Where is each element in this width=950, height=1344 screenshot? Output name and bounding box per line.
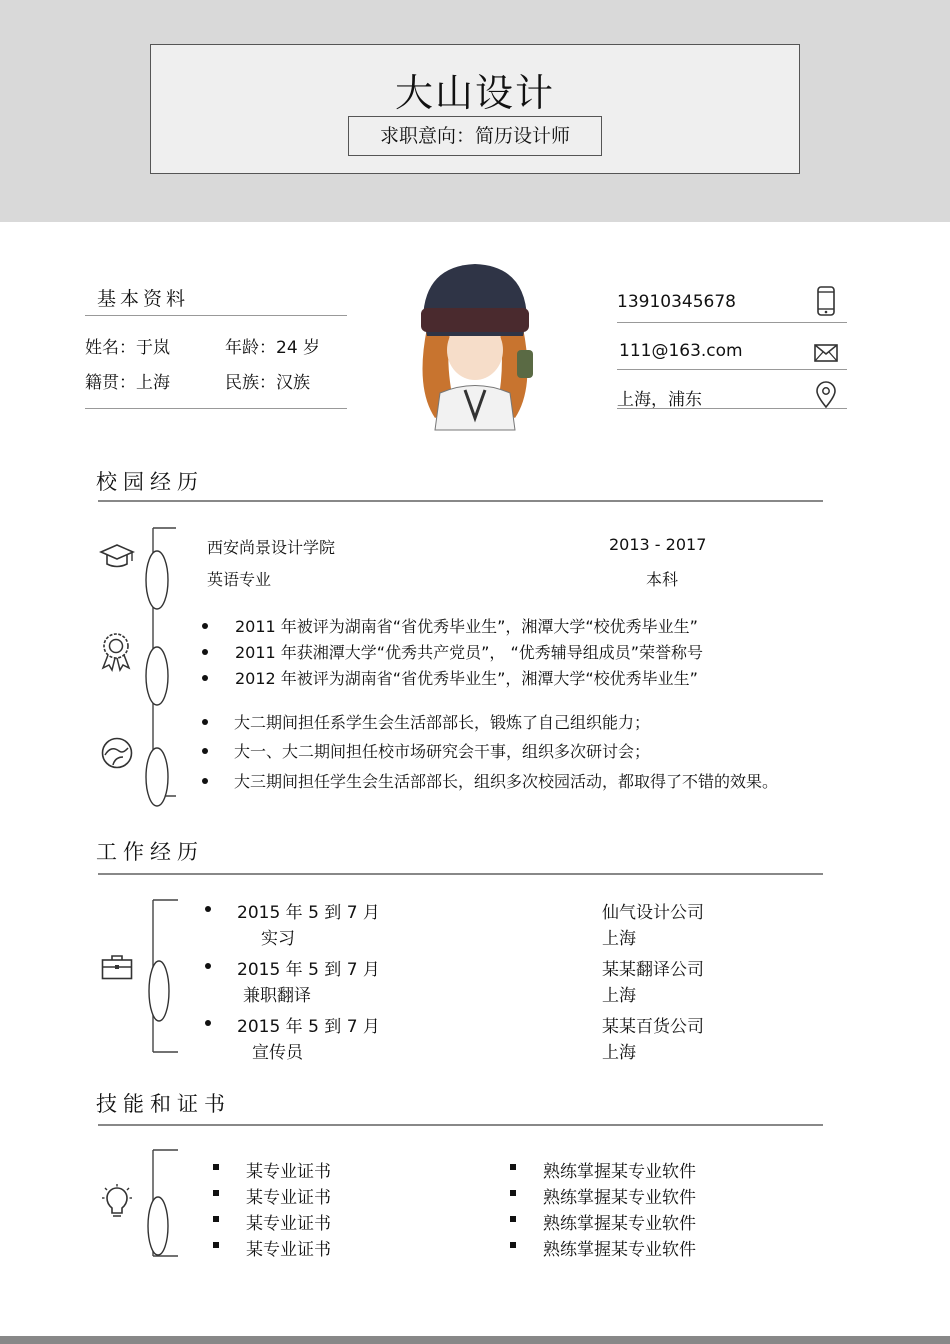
work-date: 2015 年 5 到 7 月 — [237, 903, 380, 923]
work-timeline — [140, 898, 180, 1056]
campus-school: 西安尚景设计学院 — [207, 538, 336, 557]
contact-phone: 13910345678 — [617, 292, 736, 312]
contact-email: 111@163.com — [619, 341, 743, 361]
work-date: 2015 年 5 到 7 月 — [237, 960, 380, 980]
campus-section-title: 校园经历 — [96, 470, 204, 494]
basic-name: 姓名：于岚 — [85, 338, 170, 358]
campus-years: 2013 - 2017 — [609, 535, 707, 554]
software-item: 熟练掌握某专业软件 — [543, 1188, 696, 1208]
list-bullet — [202, 719, 208, 725]
activity-item: 大三期间担任学生会生活部部长，组织多次校园活动，都取得了不错的效果。 — [234, 772, 779, 791]
cert-item: 某专业证书 — [246, 1188, 331, 1208]
work-city: 上海 — [602, 1043, 636, 1063]
software-item: 熟练掌握某专业软件 — [543, 1214, 696, 1234]
work-section-title: 工作经历 — [96, 840, 204, 864]
basic-info-title: 基本资料 — [97, 288, 190, 310]
work-role: 兼职翻译 — [243, 986, 311, 1006]
list-bullet — [510, 1190, 516, 1196]
cert-item: 某专业证书 — [246, 1240, 331, 1260]
software-item: 熟练掌握某专业软件 — [543, 1240, 696, 1260]
basic-info-divider-bottom — [85, 408, 347, 409]
lightbulb-icon — [100, 1184, 134, 1220]
footer-bar — [0, 1336, 950, 1344]
list-bullet — [213, 1190, 219, 1196]
honor-item: 2012 年被评为湖南省“省优秀毕业生”，湘潭大学“校优秀毕业生” — [235, 669, 698, 688]
resume-name: 大山设计 — [394, 71, 555, 115]
skills-timeline — [140, 1148, 180, 1260]
phone-icon — [816, 286, 836, 316]
work-city: 上海 — [602, 986, 636, 1006]
avatar — [405, 258, 545, 433]
campus-section-divider — [98, 500, 823, 502]
honor-item: 2011 年获湘潭大学“优秀共产党员”， “优秀辅导组成员”荣誉称号 — [235, 643, 704, 662]
mail-icon — [814, 344, 838, 362]
list-bullet — [205, 963, 211, 969]
list-bullet — [213, 1242, 219, 1248]
contact-address: 上海，浦东 — [617, 390, 702, 410]
software-item: 熟练掌握某专业软件 — [543, 1162, 696, 1182]
list-bullet — [202, 623, 208, 629]
campus-degree: 本科 — [646, 570, 679, 589]
skills-section-divider — [98, 1124, 823, 1126]
work-city: 上海 — [602, 929, 636, 949]
list-bullet — [510, 1164, 516, 1170]
list-bullet — [205, 1020, 211, 1026]
list-bullet — [213, 1164, 219, 1170]
activity-item: 大一、大二期间担任校市场研究会干事，组织多次研讨会； — [234, 742, 651, 761]
contact-divider-1 — [617, 322, 847, 323]
cert-item: 某专业证书 — [246, 1162, 331, 1182]
briefcase-icon — [101, 954, 133, 980]
campus-major: 英语专业 — [207, 570, 272, 589]
campus-timeline — [140, 526, 180, 808]
activity-item: 大二期间担任系学生会生活部部长，锻炼了自己组织能力； — [234, 713, 651, 732]
honor-item: 2011 年被评为湖南省“省优秀毕业生”，湘潭大学“校优秀毕业生” — [235, 617, 698, 636]
work-date: 2015 年 5 到 7 月 — [237, 1017, 380, 1037]
basic-ethnicity: 民族：汉族 — [225, 373, 310, 393]
work-role: 实习 — [261, 929, 295, 949]
award-medal-icon — [100, 631, 132, 671]
work-company: 某某百货公司 — [602, 1017, 704, 1037]
work-company: 仙气设计公司 — [602, 903, 704, 923]
list-bullet — [205, 906, 211, 912]
list-bullet — [202, 748, 208, 754]
basic-info-divider-top — [85, 315, 347, 316]
list-bullet — [213, 1216, 219, 1222]
contact-divider-3 — [617, 408, 847, 409]
work-section-divider — [98, 873, 823, 875]
work-company: 某某翻译公司 — [602, 960, 704, 980]
basic-origin: 籍贯：上海 — [85, 373, 170, 393]
cert-item: 某专业证书 — [246, 1214, 331, 1234]
list-bullet — [510, 1242, 516, 1248]
contact-divider-2 — [617, 369, 847, 370]
work-role: 宣传员 — [252, 1043, 303, 1063]
list-bullet — [202, 649, 208, 655]
list-bullet — [510, 1216, 516, 1222]
basic-age: 年龄：24 岁 — [225, 338, 321, 358]
graduation-cap-icon — [99, 543, 135, 569]
job-intent: 求职意向：简历设计师 — [348, 116, 602, 156]
location-pin-icon — [816, 382, 836, 408]
list-bullet — [202, 778, 208, 784]
skills-section-title: 技能和证书 — [96, 1092, 231, 1116]
list-bullet — [202, 675, 208, 681]
activity-chart-icon — [101, 737, 133, 769]
